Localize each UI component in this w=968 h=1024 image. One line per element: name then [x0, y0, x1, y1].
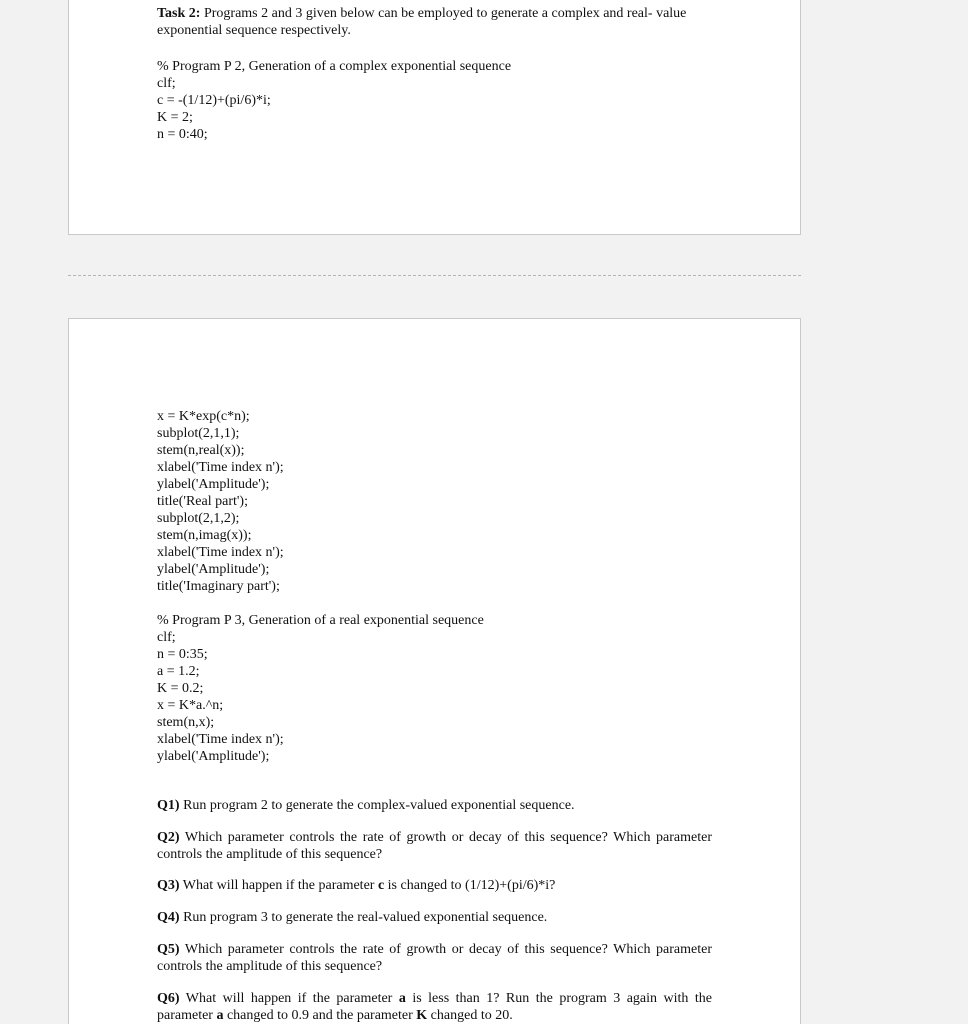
code-line: title('Imaginary part'); — [157, 579, 280, 594]
question-text: Which parameter controls the rate of growth or decay of this sequence? Which parameter controls the amplitude of this sequence? — [157, 942, 712, 974]
code-line: x = K*exp(c*n); — [157, 409, 250, 424]
parameter-name: c — [377, 878, 385, 893]
question-text: changed to 20. — [427, 1008, 513, 1023]
question-text: Run program 2 to generate the complex-valued exponential sequence. — [179, 798, 575, 813]
code-line: % Program P 2, Generation of a complex exponential sequence — [157, 59, 512, 74]
code-line: ylabel('Amplitude'); — [157, 562, 270, 577]
question-text: is changed to (1/12)+(pi/6)*i? — [384, 878, 556, 893]
task-text: Programs 2 and 3 given below can be employed to generate a complex and real- value — [200, 6, 687, 21]
code-line: K = 0.2; — [157, 681, 204, 696]
code-line: a = 1.2; — [157, 664, 200, 679]
question-label: Q3) — [157, 878, 180, 893]
question-label: Q6) — [157, 991, 180, 1006]
question-text: is less than 1? Run the program 3 again with the parameter — [157, 991, 712, 1023]
question-5 — [157, 941, 712, 975]
question-label: Q1) — [157, 798, 180, 813]
code-line: x = K*a.^n; — [157, 698, 224, 713]
code-line: xlabel('Time index n'); — [157, 460, 284, 475]
question-text: What will happen if the parameter — [179, 991, 399, 1006]
question-text: Run program 3 to generate the real-valued exponential sequence. — [179, 910, 548, 925]
question-label: Q5) — [157, 942, 180, 957]
question-label: Q4) — [157, 910, 180, 925]
task-heading — [157, 5, 686, 22]
code-line: ylabel('Amplitude'); — [157, 477, 270, 492]
code-line: c = -(1/12)+(pi/6)*i; — [157, 93, 271, 108]
question-2 — [157, 829, 712, 863]
code-line: xlabel('Time index n'); — [157, 545, 284, 560]
parameter-name: K — [416, 1008, 428, 1023]
question-text: changed to 0.9 and the parameter — [223, 1008, 417, 1023]
code-line: n = 0:40; — [157, 127, 208, 142]
code-line: clf; — [157, 76, 176, 91]
code-line: subplot(2,1,2); — [157, 511, 240, 526]
question-1 — [157, 797, 712, 814]
question-3 — [157, 877, 712, 894]
code-line: ylabel('Amplitude'); — [157, 749, 270, 764]
code-line: K = 2; — [157, 110, 193, 125]
code-line: stem(n,imag(x)); — [157, 528, 252, 543]
question-text: Which parameter controls the rate of growth or decay of this sequence? Which parameter controls the amplitude of this sequence? — [157, 830, 712, 862]
code-line: title('Real part'); — [157, 494, 248, 509]
code-line: stem(n,real(x)); — [157, 443, 245, 458]
parameter-name: a — [398, 991, 406, 1006]
question-text: What will happen if the parameter — [179, 878, 378, 893]
page-break-separator — [68, 275, 801, 276]
code-line: stem(n,x); — [157, 715, 215, 730]
parameter-name: a — [216, 1008, 224, 1023]
code-line: subplot(2,1,1); — [157, 426, 240, 441]
task-label: Task 2: — [157, 6, 201, 21]
code-line: n = 0:35; — [157, 647, 208, 662]
code-line: % Program P 3, Generation of a real exponential sequence — [157, 613, 484, 628]
question-label: Q2) — [157, 830, 180, 845]
question-6 — [157, 990, 712, 1024]
question-4 — [157, 909, 712, 926]
code-line: clf; — [157, 630, 176, 645]
code-line: xlabel('Time index n'); — [157, 732, 284, 747]
task-text-line2: exponential sequence respectively. — [157, 23, 351, 38]
